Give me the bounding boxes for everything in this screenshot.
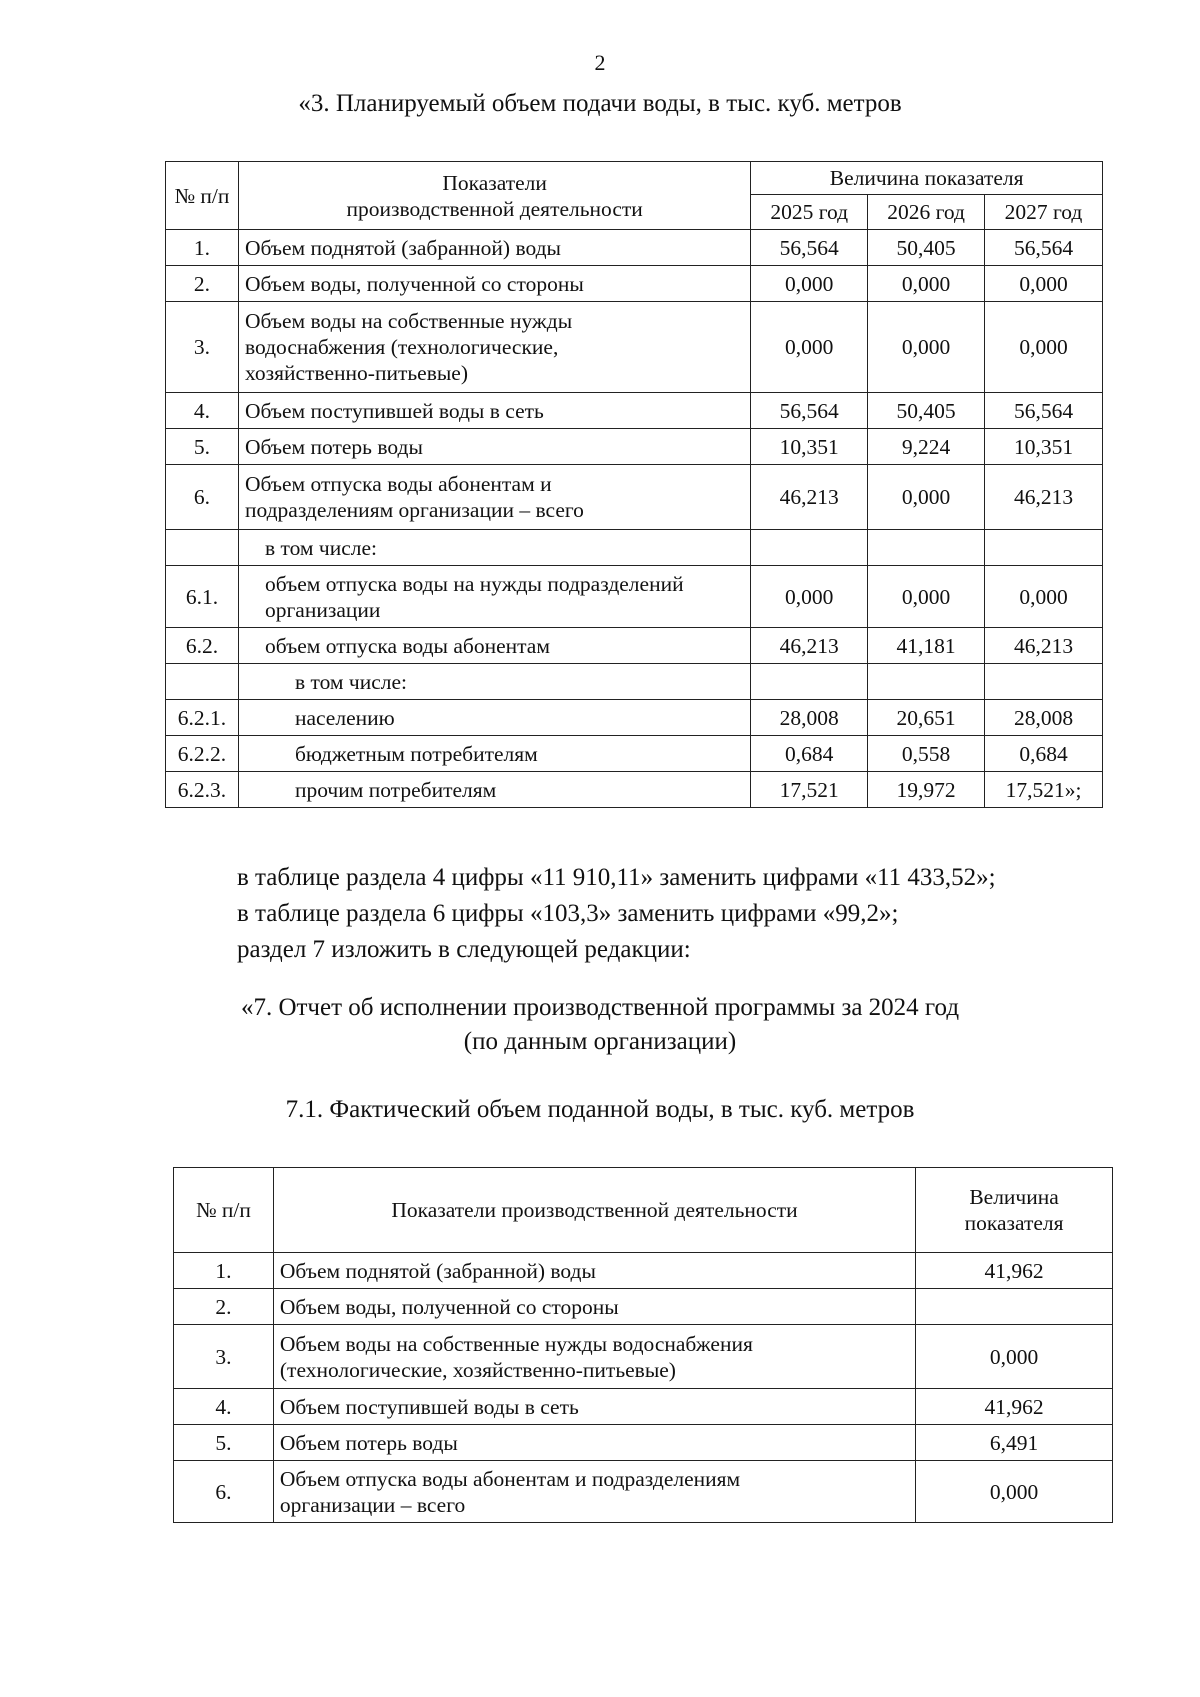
section3-title: «3. Планируемый объем подачи воды, в тыс. куб. метров xyxy=(298,90,902,117)
planned-water-volume-table xyxy=(165,161,1103,808)
table-row: 3. Объем воды на собственные нужды водоснабжения (технологические, хозяйственно-питьевые) 0,000 0,000 0,000 xyxy=(166,302,1103,393)
table-row: 6.2. объем отпуска воды абонентам 46,213 41,181 46,213 xyxy=(166,628,1103,664)
section7-subtitle: 7.1. Фактический объем поданной воды, в тыс. куб. метров xyxy=(285,1096,915,1123)
header-year-2027: 2027 год xyxy=(985,195,1103,230)
table-row: 1. Объем поднятой (забранной) воды 56,564 50,405 56,564 xyxy=(166,230,1103,266)
section7-title-line1: «7. Отчет об исполнении производственной программы за 2024 год xyxy=(240,994,960,1021)
table-row: 6.2.3. прочим потребителям 17,521 19,972 17,521»; xyxy=(166,772,1103,808)
instruction-line: в таблице раздела 4 цифры «11 910,11» заменить цифрами «11 433,52»; xyxy=(237,864,996,891)
table-row: 6.1. объем отпуска воды на нужды подразделений организации 0,000 0,000 0,000 xyxy=(166,566,1103,628)
page-number: 2 xyxy=(594,50,606,75)
table-row: 6.2.2. бюджетным потребителям 0,684 0,558 0,684 xyxy=(166,736,1103,772)
instruction-line: раздел 7 изложить в следующей редакции: xyxy=(237,936,691,963)
table-row: 2. Объем воды, полученной со стороны 0,000 0,000 0,000 xyxy=(166,266,1103,302)
header-num: № п/п xyxy=(166,162,239,230)
header-value-group: Величина показателя xyxy=(751,162,1103,195)
table-row: в том числе: xyxy=(166,664,1103,700)
table-row: 1. Объем поднятой (забранной) воды 41,962 xyxy=(174,1253,1113,1289)
header-year-2025: 2025 год xyxy=(751,195,868,230)
header-value: Величина показателя xyxy=(916,1168,1113,1253)
header-indicator: Показатели производственной деятельности xyxy=(273,1168,915,1253)
actual-water-volume-table xyxy=(173,1167,1113,1523)
header-year-2026: 2026 год xyxy=(868,195,985,230)
table-row: 4. Объем поступившей воды в сеть 41,962 xyxy=(174,1389,1113,1425)
table-row: 4. Объем поступившей воды в сеть 56,564 50,405 56,564 xyxy=(166,393,1103,429)
table-row: 3. Объем воды на собственные нужды водоснабжения (технологические, хозяйственно-питьевые) 0,000 xyxy=(174,1325,1113,1389)
table-row: 6.2.1. населению 28,008 20,651 28,008 xyxy=(166,700,1103,736)
table-row: 5. Объем потерь воды 10,351 9,224 10,351 xyxy=(166,429,1103,465)
table-row: 5. Объем потерь воды 6,491 xyxy=(174,1425,1113,1461)
amendment-instructions xyxy=(237,860,996,968)
table-row: 2. Объем воды, полученной со стороны xyxy=(174,1289,1113,1325)
table-row: в том числе: xyxy=(166,530,1103,566)
section7-title-line2: (по данным организации) xyxy=(463,1028,737,1055)
table-row: 6. Объем отпуска воды абонентам и подразделениям организации – всего 46,213 0,000 46,213 xyxy=(166,465,1103,530)
table-row: 6. Объем отпуска воды абонентам и подразделениям организации – всего 0,000 xyxy=(174,1461,1113,1523)
instruction-line: в таблице раздела 6 цифры «103,3» заменить цифрами «99,2»; xyxy=(237,900,899,927)
header-indicator: Показатели производственной деятельности xyxy=(238,162,750,230)
header-num: № п/п xyxy=(174,1168,274,1253)
